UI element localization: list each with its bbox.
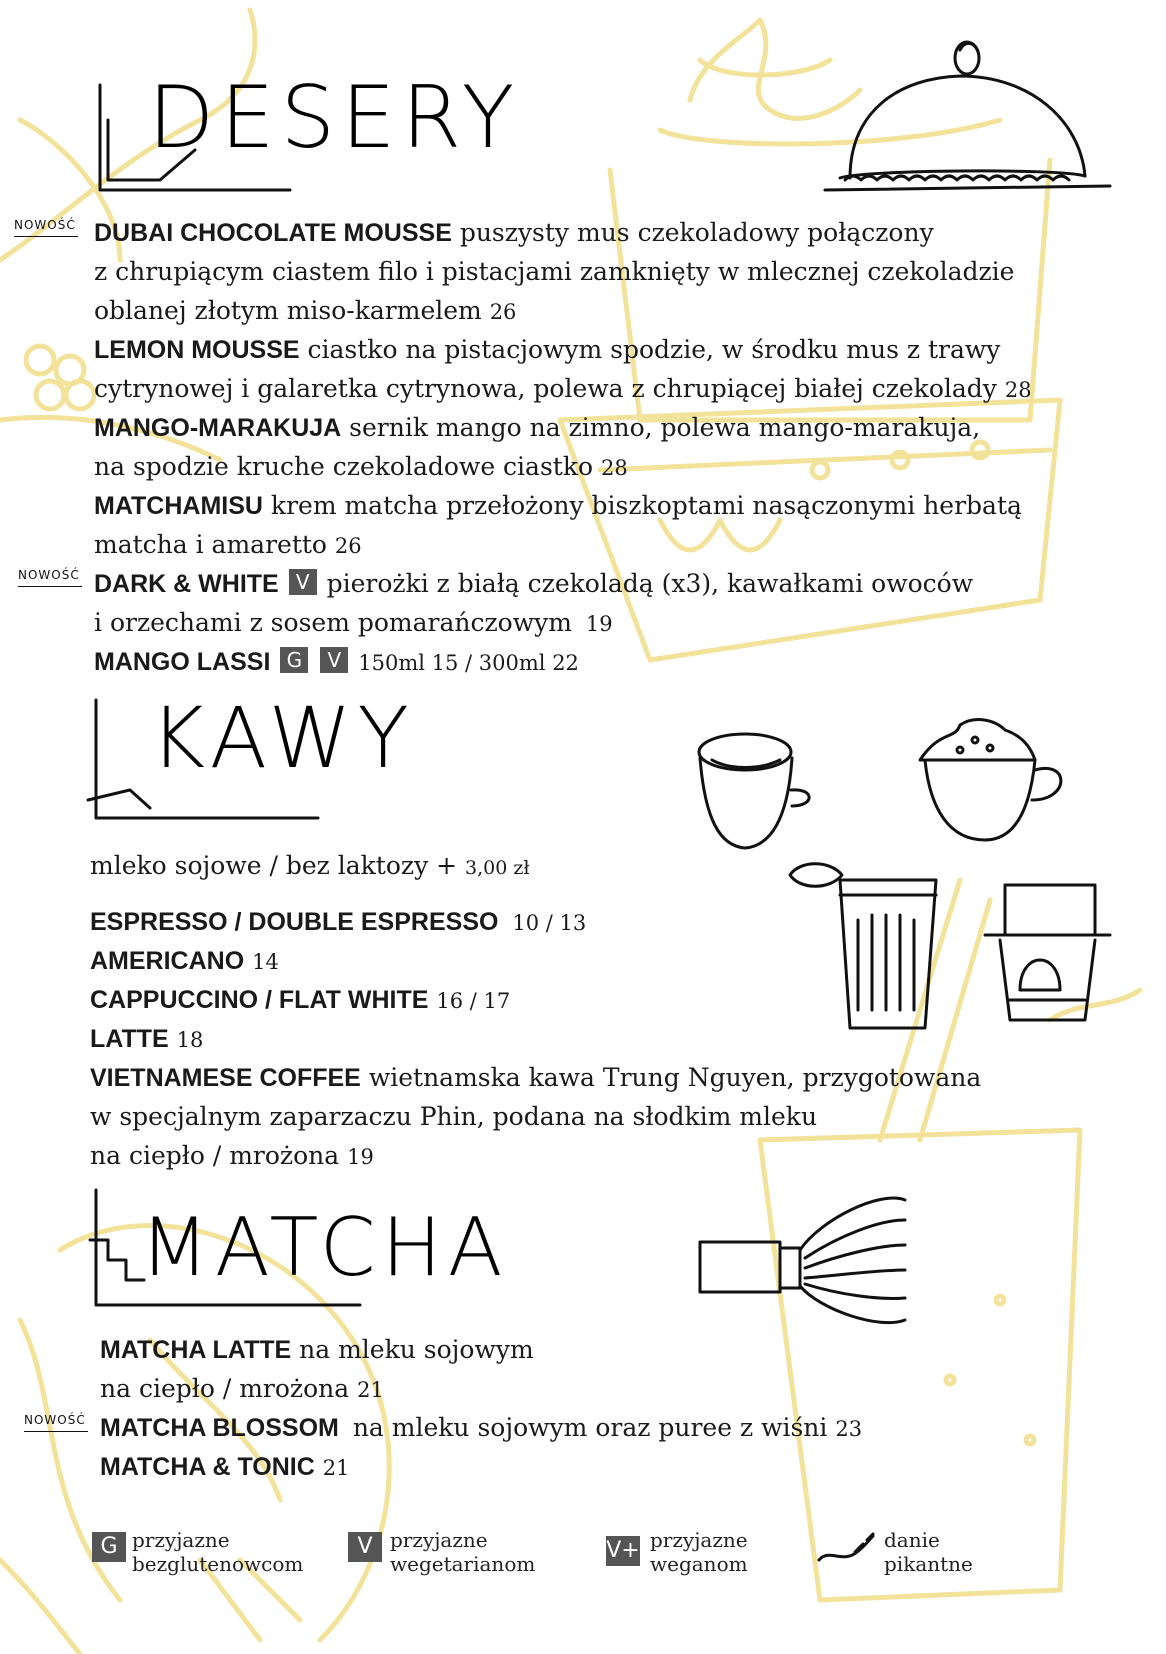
item-price: 14	[252, 950, 279, 974]
legend-text: przyjazne	[390, 1528, 488, 1552]
menu-item-espresso	[90, 902, 586, 943]
item-desc: oblanej złotym miso-karmelem	[94, 296, 482, 325]
menu-item-vietnamese	[90, 1058, 981, 1098]
menu-item-matcha-blossom	[100, 1408, 862, 1449]
item-desc-line	[94, 525, 362, 566]
vegetarian-badge: V	[289, 569, 317, 595]
item-price: 150ml 15 / 300ml 22	[358, 651, 579, 675]
item-name: MANGO-MARAKUJA	[94, 414, 342, 442]
item-desc-line	[94, 369, 1032, 410]
menu-item-americano	[90, 941, 279, 982]
item-desc-line	[100, 1369, 384, 1410]
item-price: 16 / 17	[436, 989, 511, 1013]
item-desc: matcha i amaretto	[94, 530, 327, 559]
item-price: 19	[347, 1145, 374, 1169]
item-name: MATCHA BLOSSOM	[100, 1414, 339, 1442]
legend-spicy	[884, 1528, 973, 1576]
item-desc: na mleku sojowym	[299, 1335, 534, 1364]
item-desc: pierożki z białą czekoladą (x3), kawałkami owoców	[326, 569, 974, 598]
menu-item-matcha-tonic	[100, 1447, 349, 1488]
item-name: CAPPUCCINO / FLAT WHITE	[90, 986, 429, 1014]
section-title-desery: DESERY	[148, 68, 521, 168]
glass-icon	[790, 864, 936, 1028]
item-desc: na mleku sojowym oraz puree z wiśni	[352, 1413, 828, 1442]
item-name: DARK & WHITE	[94, 570, 279, 598]
item-name: VIETNAMESE COFFEE	[90, 1064, 361, 1092]
legend-vegan	[650, 1528, 748, 1576]
menu-item-matcha-latte	[100, 1330, 534, 1370]
item-name: LEMON MOUSSE	[94, 336, 300, 364]
item-name: MANGO LASSI	[94, 648, 271, 676]
new-tag: NOWOŚĆ	[14, 218, 78, 237]
item-name: MATCHA & TONIC	[100, 1453, 315, 1481]
legend-vegan-badge: V+	[606, 1536, 640, 1566]
item-price: 21	[322, 1456, 350, 1480]
item-desc: ciastko na pistacjowym spodzie, w środku mus z trawy	[307, 335, 1001, 364]
item-name: AMERICANO	[90, 947, 245, 975]
legend-text: danie	[884, 1528, 940, 1552]
legend-text: przyjazne	[132, 1528, 230, 1552]
milk-note-text: mleko sojowe / bez laktozy +	[90, 851, 458, 880]
menu-item-matchamisu	[94, 486, 1022, 526]
item-desc: na spodzie kruche czekoladowe ciastko	[94, 452, 594, 481]
legend-gluten-free	[132, 1528, 303, 1576]
legend-text: pikantne	[884, 1552, 973, 1576]
new-tag: NOWOŚĆ	[18, 568, 82, 587]
legend-vegetarian-badge: V	[348, 1532, 382, 1562]
item-desc-line	[94, 603, 613, 644]
menu-item-mango-marakuja	[94, 408, 980, 448]
item-price: 26	[334, 534, 362, 558]
item-desc: sernik mango na zimno, polewa mango-marakuja,	[349, 413, 981, 442]
item-desc: cytrynowej i galaretka cytrynowa, polewa z chrupiącej białej czekolady	[94, 374, 997, 403]
item-name: LATTE	[90, 1025, 169, 1053]
legend-vegetarian	[390, 1528, 535, 1576]
item-desc: i orzechami z sosem pomarańczowym	[94, 608, 572, 637]
item-price: 10 / 13	[512, 911, 587, 935]
item-desc-line: z chrupiącym ciastem filo i pistacjami zamknięty w mlecznej czekoladzie	[94, 257, 1015, 286]
menu-item-dubai	[94, 213, 934, 253]
item-desc: na ciepło / mrożona	[90, 1141, 340, 1170]
menu-item-latte	[90, 1019, 203, 1060]
item-name: MATCHA LATTE	[100, 1336, 292, 1364]
cloche-icon	[825, 42, 1110, 190]
vegetarian-badge: V	[320, 647, 348, 673]
cup-icon	[699, 734, 809, 848]
item-desc-line	[90, 1136, 374, 1177]
item-desc-line	[94, 291, 516, 332]
legend-text: przyjazne	[650, 1528, 748, 1552]
gluten-free-badge: G	[280, 647, 308, 673]
item-price: 28	[1004, 378, 1032, 402]
menu-item-mango-lassi	[94, 642, 579, 683]
item-desc: wietnamska kawa Trung Nguyen, przygotowana	[368, 1063, 982, 1092]
legend-text: bezglutenowcom	[132, 1552, 304, 1576]
item-name: MATCHAMISU	[94, 492, 263, 520]
item-name: DUBAI CHOCOLATE MOUSSE	[94, 219, 452, 247]
cappuccino-cup-icon	[920, 720, 1061, 840]
item-price: 28	[601, 456, 628, 480]
menu-item-dark-white	[94, 564, 973, 604]
item-price: 18	[176, 1028, 204, 1052]
item-desc: na ciepło / mrożona	[100, 1374, 350, 1403]
item-name: ESPRESSO / DOUBLE ESPRESSO	[90, 908, 499, 936]
milk-note-price: 3,00 zł	[465, 857, 530, 879]
legend-gluten-free-badge: G	[92, 1532, 126, 1562]
section-title-kawy: KAWY	[150, 689, 415, 787]
item-price: 26	[489, 300, 517, 324]
milk-note	[90, 846, 530, 888]
legend-text: wegetarianom	[390, 1552, 536, 1576]
new-tag: NOWOŚĆ	[24, 1413, 88, 1432]
item-price: 23	[835, 1417, 863, 1441]
item-price: 19	[585, 612, 613, 636]
item-desc-line	[94, 447, 628, 488]
menu-item-cappuccino	[90, 980, 510, 1021]
phin-filter-icon	[985, 885, 1110, 1020]
item-desc: puszysty mus czekoladowy połączony	[459, 218, 934, 247]
item-price: 21	[357, 1378, 384, 1402]
section-title-matcha: MATCHA	[140, 1201, 509, 1294]
chili-icon	[815, 1530, 879, 1570]
matcha-whisk-icon	[700, 1198, 905, 1323]
item-desc: krem matcha przełożony biszkoptami nasączonymi herbatą	[270, 491, 1022, 520]
item-desc-line: w specjalnym zaparzaczu Phin, podana na słodkim mleku	[90, 1102, 818, 1131]
menu-item-lemon	[94, 330, 1000, 370]
legend-text: weganom	[650, 1552, 748, 1576]
